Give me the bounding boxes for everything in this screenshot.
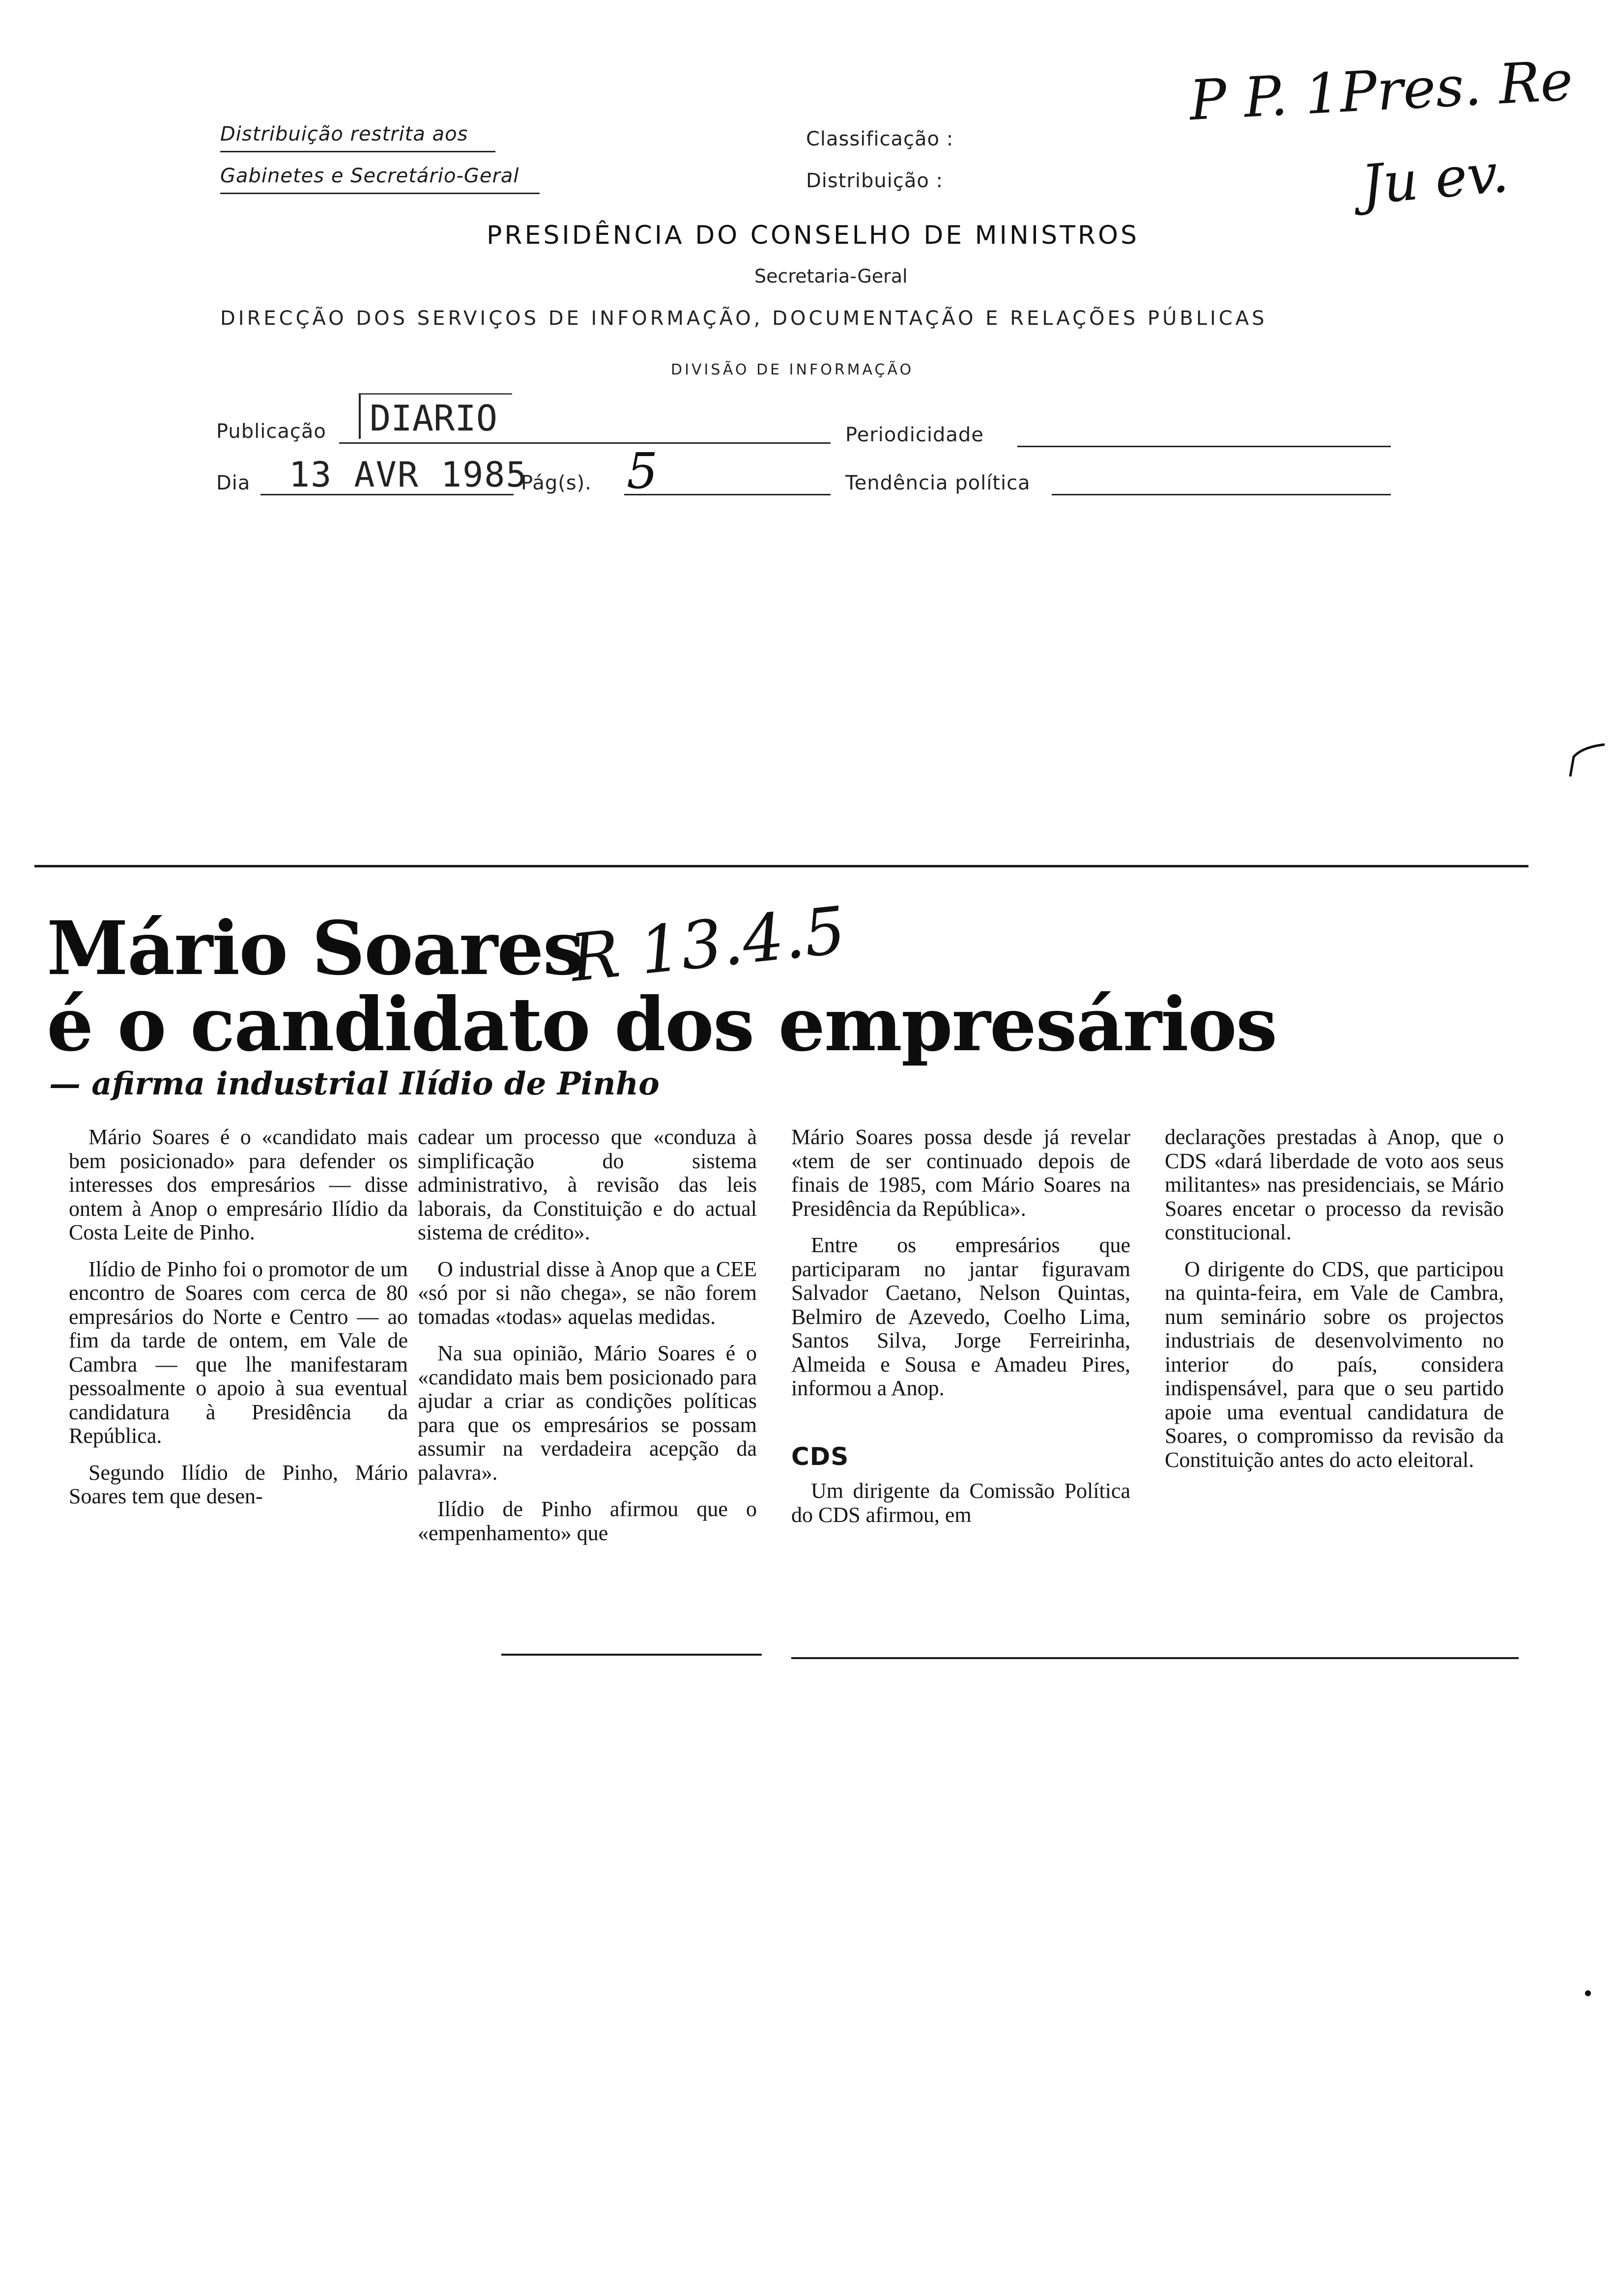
paragraph: declarações prestadas à Anop, que o CDS «dará liberdade de voto aos seus militantes» nas presidenciais, se Mário Soares encetar o processo da revisão constitucional. xyxy=(1165,1125,1504,1244)
distribution-label: Distribuição : xyxy=(806,170,944,192)
political-tendency-line xyxy=(1052,494,1391,495)
classification-label: Classificação : xyxy=(806,128,954,150)
paragraph: Mário Soares é o «candidato mais bem posicionado» para defender os interesses dos empresários — disse ontem à Anop o empresário Ilídio da Costa Leite de Pinho. xyxy=(69,1125,408,1244)
paragraph: O dirigente do CDS, que participou na quinta-feira, em Vale de Cambra, num seminário sobre os projectos industriais de desenvolvimento no interior do país, considera indispensável, para que o seu partido apoie uma eventual candidatura de Soares, o compromisso da revisão da Constituição antes do acto eleitoral. xyxy=(1165,1257,1504,1472)
pages-handwritten: 5 xyxy=(627,442,658,500)
paragraph: Entre os empresários que participaram no jantar figuravam Salvador Caetano, Nelson Quintas, Belmiro de Azevedo, Coelho Lima, Santos Silva, Jorge Ferreirinha, Almeida e Sousa e Amadeu Pires, informou a Anop. xyxy=(791,1233,1130,1400)
day-label: Dia xyxy=(216,472,251,494)
publication-line xyxy=(339,442,831,444)
handwritten-annotation-top-2: Ju ev. xyxy=(1358,141,1511,217)
distribution-underline-1 xyxy=(220,151,495,152)
division-label: DIVISÃO DE INFORMAÇÃO xyxy=(671,361,914,378)
paragraph: Ilídio de Pinho foi o promotor de um encontro de Soares com cerca de 80 empresários do Norte e Centro — ao fim da tarde de ontem, em Vale de Cambra — que lhe manifestaram pessoalmente o apoio à sua eventual candidatura à Presidência da República. xyxy=(69,1257,408,1448)
periodicity-label: Periodicidade xyxy=(845,424,984,446)
paragraph: cadear um processo que «conduza à simplificação do sistema administrativo, à revisão das leis laborais, da Constituição e do actual sistema de crédito». xyxy=(418,1125,757,1244)
section-heading: CDS xyxy=(791,1442,849,1471)
headline-line-1: Mário Soares xyxy=(47,905,583,992)
handwritten-annotation-top-1: P P. 1Pres. Re xyxy=(1188,49,1575,133)
column-end-rule-2 xyxy=(501,1654,762,1656)
stray-dot xyxy=(1585,1990,1591,1996)
directorate-title: DIRECÇÃO DOS SERVIÇOS DE INFORMAÇÃO, DOCUMENTAÇÃO E RELAÇÕES PÚBLICAS xyxy=(220,307,1267,330)
paragraph: Ilídio de Pinho afirmou que o «empenhamento» que xyxy=(418,1497,757,1545)
pages-label: Pág(s). xyxy=(521,472,592,494)
subheadline: — afirma industrial Ilídio de Pinho xyxy=(49,1065,660,1102)
distribution-note-line2: Gabinetes e Secretário-Geral xyxy=(220,165,519,187)
distribution-note-line1: Distribuição restrita aos xyxy=(220,123,468,145)
margin-mark xyxy=(1568,742,1607,781)
secretariat-label: Secretaria-Geral xyxy=(754,265,908,287)
article-column-4 xyxy=(1165,1125,1504,1472)
paragraph: Um dirigente da Comissão Política do CDS afirmou, em xyxy=(791,1479,1130,1527)
clipping-top-rule xyxy=(34,865,1528,867)
publication-stamp: DIARIO xyxy=(359,393,512,439)
article-column-3 xyxy=(791,1125,1130,1527)
paragraph: Segundo Ilídio de Pinho, Mário Soares tem que desen- xyxy=(69,1460,408,1508)
article-column-1 xyxy=(69,1125,408,1509)
paragraph: Mário Soares possa desde já revelar «tem de ser continuado depois de finais de 1985, com Mário Soares na Presidência da República». xyxy=(791,1125,1130,1221)
handwritten-annotation-headline: R 13.4.5 xyxy=(567,892,849,997)
periodicity-line xyxy=(1017,446,1391,447)
article-column-2 xyxy=(418,1125,757,1545)
organization-title: PRESIDÊNCIA DO CONSELHO DE MINISTROS xyxy=(487,221,1139,250)
distribution-underline-2 xyxy=(220,193,540,194)
paragraph: Na sua opinião, Mário Soares é o «candidato mais bem posicionado para ajudar a criar as condições políticas para que os empresários se possam assumir na verdadeira acepção da palavra». xyxy=(418,1341,757,1485)
day-stamp: 13 AVR 1985 xyxy=(289,455,528,495)
column-end-rule-3-4 xyxy=(791,1657,1519,1659)
political-tendency-label: Tendência política xyxy=(845,472,1031,494)
paragraph: O industrial disse à Anop que a CEE «só por si não chega», se não forem tomadas «todas» aquelas medidas. xyxy=(418,1257,757,1329)
headline-line-2: é o candidato dos empresários xyxy=(47,981,1277,1068)
publication-label: Publicação xyxy=(216,420,326,443)
